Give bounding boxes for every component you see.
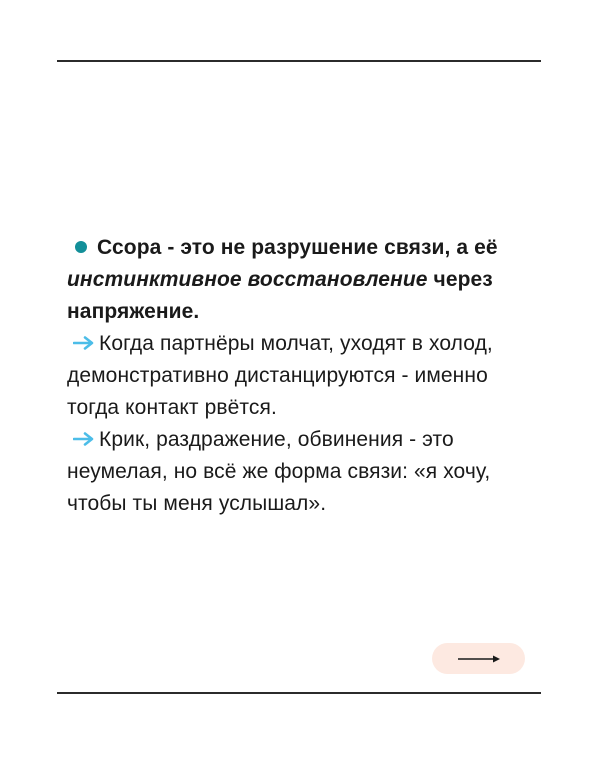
next-slide-button[interactable]: [432, 643, 525, 674]
arrow-right-icon: [73, 336, 95, 350]
point-text: Когда партнёры молчат, уходят в холод, демонстративно дистанцируются - именно тогда контакт рвётся.: [67, 332, 493, 419]
headline-part2: через напряжение.: [67, 268, 493, 323]
top-divider: [57, 60, 541, 62]
bullet-dot-icon: [75, 241, 87, 253]
point-2: [67, 424, 537, 520]
headline: [67, 232, 537, 328]
headline-part1: Ссора - это не разрушение связи, а её: [97, 236, 498, 259]
long-arrow-right-icon: [457, 654, 501, 664]
bottom-divider: [57, 692, 541, 694]
point-1: [67, 328, 537, 424]
point-text: Крик, раздражение, обвинения - это неумелая, но всё же форма связи: «я хочу, чтобы ты меня услышал».: [67, 428, 491, 515]
headline-emphasis: инстинктивное восстановление: [67, 268, 428, 291]
arrow-right-icon: [73, 432, 95, 446]
slide-text: [67, 232, 537, 520]
